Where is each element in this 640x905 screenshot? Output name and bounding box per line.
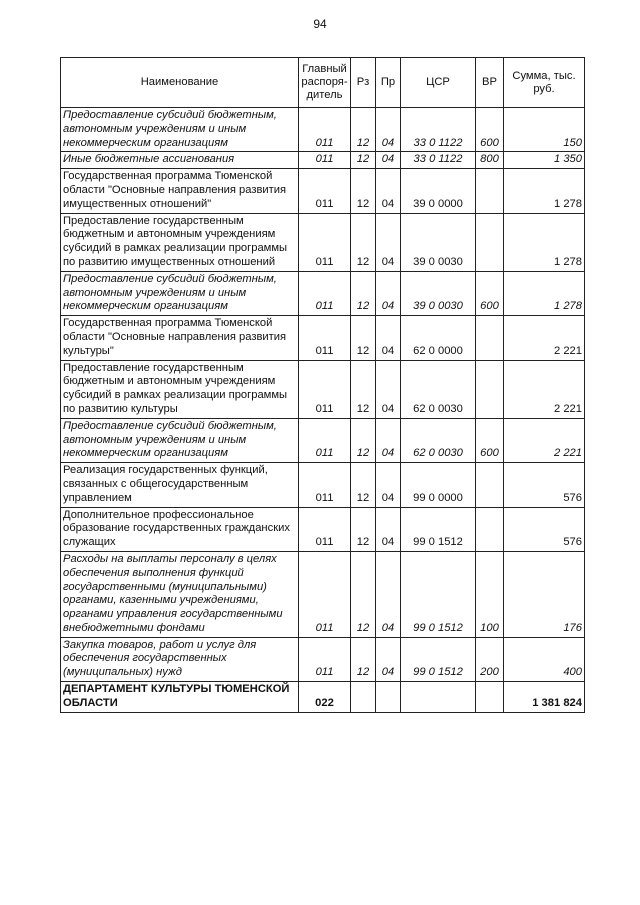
cell-sum: 176 — [504, 551, 585, 637]
cell-rz: 12 — [351, 360, 376, 418]
cell-name: Предоставление субсидий бюджетным, автономным учреждениям и иным некоммерческим организациям — [61, 418, 299, 462]
cell-vr: 800 — [476, 152, 504, 169]
cell-name: Иные бюджетные ассигнования — [61, 152, 299, 169]
cell-vr — [476, 316, 504, 360]
cell-sum: 2 221 — [504, 316, 585, 360]
table-row — [61, 463, 585, 507]
cell-sum: 400 — [504, 637, 585, 681]
cell-csr: 99 0 1512 — [401, 551, 476, 637]
cell-chief: 011 — [299, 169, 351, 213]
cell-sum: 1 278 — [504, 169, 585, 213]
cell-chief: 011 — [299, 463, 351, 507]
cell-rz: 12 — [351, 108, 376, 152]
cell-vr — [476, 682, 504, 713]
cell-csr: 39 0 0030 — [401, 271, 476, 315]
table-row — [61, 271, 585, 315]
cell-name: Предоставление государственным бюджетным и автономным учреждениям субсидий в рамках реализации программы по развитию имущественных отношений — [61, 213, 299, 271]
cell-pr: 04 — [376, 507, 401, 551]
table-row — [61, 682, 585, 713]
table-row — [61, 152, 585, 169]
cell-pr: 04 — [376, 637, 401, 681]
cell-vr — [476, 213, 504, 271]
header-csr: ЦСР — [401, 58, 476, 108]
cell-chief: 011 — [299, 152, 351, 169]
cell-rz: 12 — [351, 418, 376, 462]
cell-csr — [401, 682, 476, 713]
cell-chief: 011 — [299, 637, 351, 681]
cell-vr — [476, 463, 504, 507]
cell-chief: 011 — [299, 271, 351, 315]
cell-rz — [351, 682, 376, 713]
header-rz: Рз — [351, 58, 376, 108]
budget-table — [60, 57, 585, 713]
cell-csr: 62 0 0000 — [401, 316, 476, 360]
cell-chief: 011 — [299, 316, 351, 360]
cell-name: Реализация государственных функций, связанных с общегосударственным управлением — [61, 463, 299, 507]
cell-csr: 62 0 0030 — [401, 360, 476, 418]
header-chief: Главный распоря-дитель — [299, 58, 351, 108]
cell-sum: 576 — [504, 507, 585, 551]
page-number: 94 — [313, 17, 327, 31]
cell-vr — [476, 507, 504, 551]
cell-pr: 04 — [376, 360, 401, 418]
cell-vr — [476, 169, 504, 213]
cell-csr: 99 0 1512 — [401, 637, 476, 681]
cell-sum: 2 221 — [504, 360, 585, 418]
cell-name: Предоставление государственным бюджетным и автономным учреждениям субсидий в рамках реализации программы по развитию культуры — [61, 360, 299, 418]
cell-csr: 99 0 1512 — [401, 507, 476, 551]
cell-sum: 2 221 — [504, 418, 585, 462]
table-row — [61, 213, 585, 271]
table-row — [61, 360, 585, 418]
cell-pr: 04 — [376, 463, 401, 507]
cell-rz: 12 — [351, 463, 376, 507]
cell-vr — [476, 360, 504, 418]
table-row — [61, 316, 585, 360]
cell-pr: 04 — [376, 213, 401, 271]
cell-sum: 150 — [504, 108, 585, 152]
cell-sum: 576 — [504, 463, 585, 507]
cell-rz: 12 — [351, 637, 376, 681]
header-vr: ВР — [476, 58, 504, 108]
cell-chief: 022 — [299, 682, 351, 713]
cell-name: ДЕПАРТАМЕНТ КУЛЬТУРЫ ТЮМЕНСКОЙ ОБЛАСТИ — [61, 682, 299, 713]
cell-vr: 600 — [476, 108, 504, 152]
cell-pr — [376, 682, 401, 713]
cell-rz: 12 — [351, 551, 376, 637]
cell-rz: 12 — [351, 152, 376, 169]
cell-chief: 011 — [299, 360, 351, 418]
table-row — [61, 169, 585, 213]
cell-rz: 12 — [351, 169, 376, 213]
cell-name: Государственная программа Тюменской области "Основные направления развития имущественных отношений" — [61, 169, 299, 213]
cell-chief: 011 — [299, 507, 351, 551]
cell-pr: 04 — [376, 271, 401, 315]
cell-pr: 04 — [376, 169, 401, 213]
cell-csr: 99 0 0000 — [401, 463, 476, 507]
cell-rz: 12 — [351, 213, 376, 271]
table-row — [61, 507, 585, 551]
cell-rz: 12 — [351, 316, 376, 360]
cell-csr: 39 0 0030 — [401, 213, 476, 271]
cell-vr: 600 — [476, 271, 504, 315]
cell-name: Предоставление субсидий бюджетным, автономным учреждениям и иным некоммерческим организациям — [61, 108, 299, 152]
cell-pr: 04 — [376, 152, 401, 169]
table-header-row — [61, 58, 585, 108]
cell-chief: 011 — [299, 418, 351, 462]
cell-vr: 600 — [476, 418, 504, 462]
cell-sum: 1 278 — [504, 271, 585, 315]
cell-sum: 1 278 — [504, 213, 585, 271]
cell-csr: 33 0 1122 — [401, 152, 476, 169]
cell-pr: 04 — [376, 551, 401, 637]
cell-vr: 100 — [476, 551, 504, 637]
table-row — [61, 637, 585, 681]
cell-chief: 011 — [299, 108, 351, 152]
cell-csr: 39 0 0000 — [401, 169, 476, 213]
table-row — [61, 551, 585, 637]
cell-pr: 04 — [376, 418, 401, 462]
cell-name: Закупка товаров, работ и услуг для обеспечения государственных (муниципальных) нужд — [61, 637, 299, 681]
cell-chief: 011 — [299, 551, 351, 637]
cell-chief: 011 — [299, 213, 351, 271]
cell-pr: 04 — [376, 108, 401, 152]
cell-rz: 12 — [351, 507, 376, 551]
cell-rz: 12 — [351, 271, 376, 315]
cell-pr: 04 — [376, 316, 401, 360]
cell-sum: 1 350 — [504, 152, 585, 169]
cell-vr: 200 — [476, 637, 504, 681]
table-row — [61, 108, 585, 152]
cell-name: Дополнительное профессиональное образование государственных гражданских служащих — [61, 507, 299, 551]
header-pr: Пр — [376, 58, 401, 108]
cell-name: Предоставление субсидий бюджетным, автономным учреждениям и иным некоммерческим организациям — [61, 271, 299, 315]
header-sum: Сумма, тыс. руб. — [504, 58, 585, 108]
table-row — [61, 418, 585, 462]
cell-csr: 62 0 0030 — [401, 418, 476, 462]
cell-name: Государственная программа Тюменской области "Основные направления развития культуры" — [61, 316, 299, 360]
cell-name: Расходы на выплаты персоналу в целях обеспечения выполнения функций государственными (муниципальными) органами, казенными учреждениями, органами управления государственными внебюджетными фондами — [61, 551, 299, 637]
cell-csr: 33 0 1122 — [401, 108, 476, 152]
header-name: Наименование — [61, 58, 299, 108]
cell-sum: 1 381 824 — [504, 682, 585, 713]
